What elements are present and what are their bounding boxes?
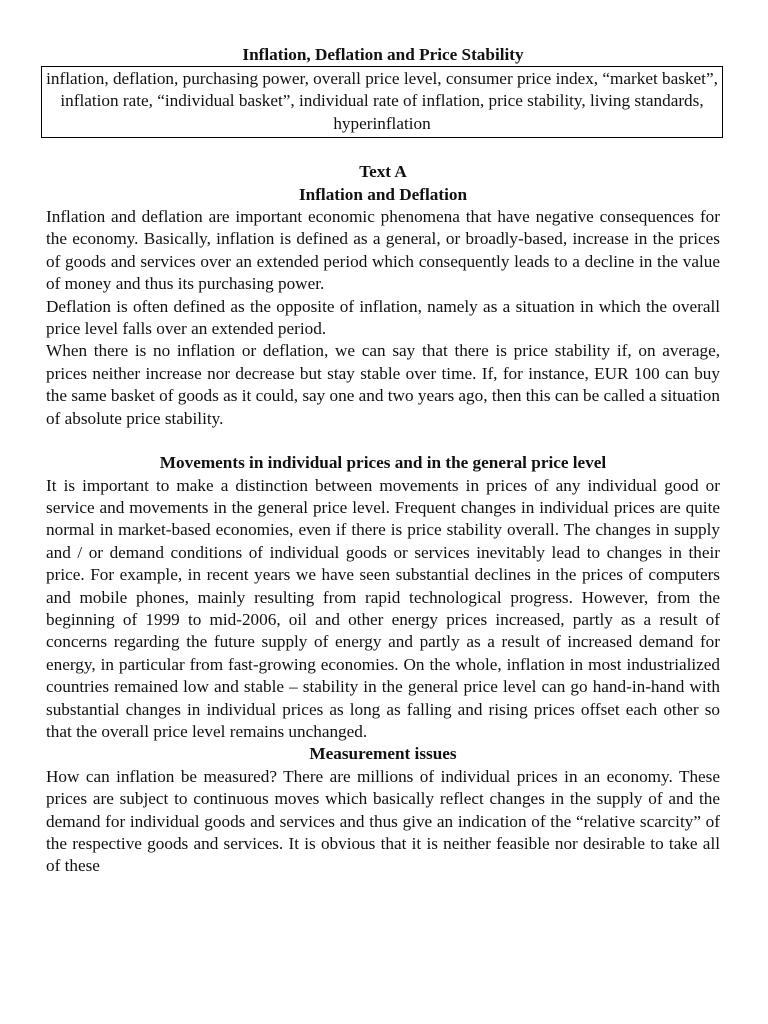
paragraph-measurement: How can inflation be measured? There are millions of individual prices in an economy. These prices are subject to continuous moves which basically reflect changes in the supply of and the demand for individual goods and services and thus give an indication of the “relative scarcity” of the respective goods and services. It is obvious that it is neither feasible nor desirable to take all of these xyxy=(46,766,720,876)
document-page xyxy=(46,44,720,878)
section-heading-measurement: Measurement issues xyxy=(309,744,457,764)
text-label: Text A xyxy=(359,162,407,182)
section-heading-inflation-deflation: Inflation and Deflation xyxy=(298,184,468,204)
paragraph-deflation-definition: Deflation is often defined as the opposite of inflation, namely as a situation in which the overall price level falls over an extended period. xyxy=(46,296,720,339)
paragraph-movements: It is important to make a distinction between movements in prices of any individual good or service and movements in the general price level. Frequent changes in individual prices are quite normal in market-based economies, even if there is price stability overall. The changes in supply and / or demand conditions of individual goods or services inevitably lead to changes in their price. For example, in recent years we have seen substantial declines in the prices of computers and mobile phones, mainly resulting from rapid technological progress. However, from the beginning of 1999 to mid-2006, oil and other energy prices increased, partly as a result of concerns regarding the future supply of energy and partly as a result of increased demand for energy, in particular from fast-growing economies. On the whole, inflation in most industrialized countries remained low and stable – stability in the general price level can go hand-in-hand with substantial changes in individual prices as long as falling and rising prices offset each other so that the overall price level remains unchanged. xyxy=(46,475,720,741)
section-heading-movements: Movements in individual prices and in the general price level xyxy=(159,453,607,473)
keywords-box: inflation, deflation, purchasing power, overall price level, consumer price index, “market basket”, inflation rate, “individual basket”, individual rate of inflation, price stability, living standards, hyperinflation xyxy=(41,66,723,138)
paragraph-price-stability: When there is no inflation or deflation, we can say that there is price stability if, on average, prices neither increase nor decrease but stay stable over time. If, for instance, EUR 100 can buy the same basket of goods as it could, say one and two years ago, then this can be called a situation of absolute price stability. xyxy=(46,341,720,428)
document-title: Inflation, Deflation and Price Stability xyxy=(242,45,524,64)
section-spacer xyxy=(46,430,720,452)
paragraph-inflation-definition: Inflation and deflation are important economic phenomena that have negative consequences for the economy. Basically, inflation is defined as a general, or broadly-based, increase in the prices of goods and services over an extended period which consequently leads to a decline in the value of money and thus its purchasing power. xyxy=(46,207,720,294)
